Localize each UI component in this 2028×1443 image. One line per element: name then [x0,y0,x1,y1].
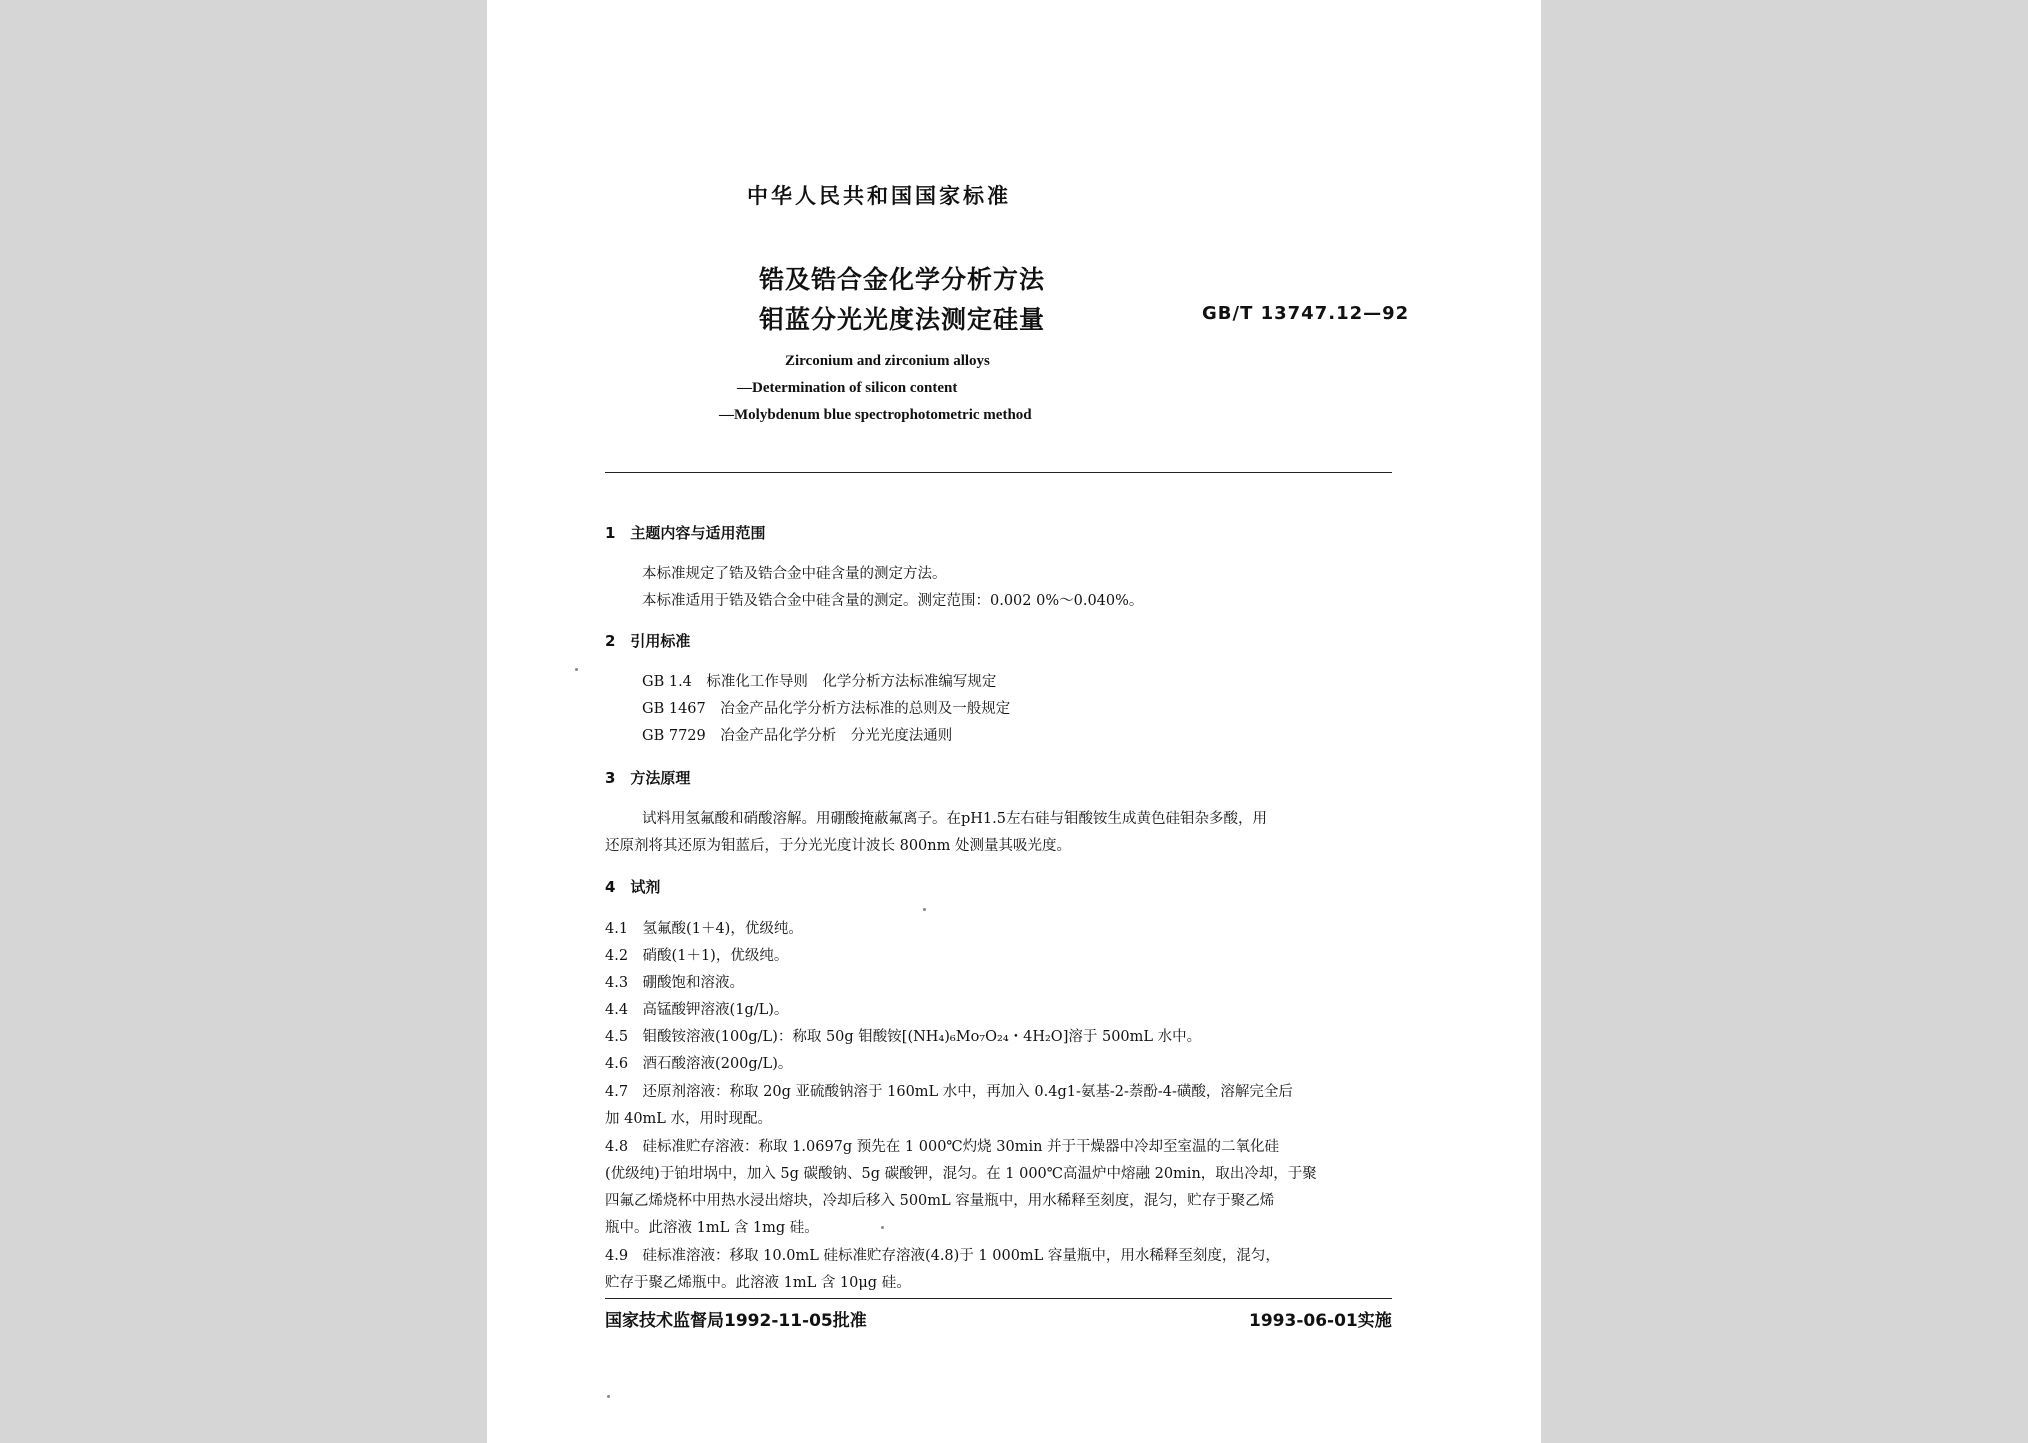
section-4-heading: 4 试剂 [605,878,661,896]
reagent-4-3: 4.3 硼酸饱和溶液。 [605,975,745,991]
implementation-date: 1993-06-01实施 [1249,1311,1392,1331]
section-3-line-2: 还原剂将其还原为钼蓝后，于分光光度计波长 800nm 处测量其吸光度。 [605,838,1071,854]
reference-gb-1467: GB 1467 冶金产品化学分析方法标准的总则及一般规定 [642,701,1011,717]
reagent-4-8-line-1: 4.8 硅标准贮存溶液：称取 1.0697g 预先在 1 000℃灼烧 30min 并于干燥器中冷却至室温的二氧化硅 [605,1139,1280,1155]
title-cn-line2: 钼蓝分光光度法测定硅量 [759,305,1046,334]
reagent-4-6: 4.6 酒石酸溶液(200g/L)。 [605,1056,793,1072]
reference-gb-1-4: GB 1.4 标准化工作导则 化学分析方法标准编写规定 [642,674,997,690]
reagent-4-9-line-1: 4.9 硅标准溶液：移取 10.0mL 硅标准贮存溶液(4.8)于 1 000mL 容量瓶中，用水稀释至刻度，混匀， [605,1248,1280,1264]
reagent-4-2: 4.2 硝酸(1＋1)，优级纯。 [605,948,789,964]
section-3-heading: 3 方法原理 [605,769,691,787]
footer-divider [605,1298,1392,1299]
scan-speck [923,908,926,911]
header-divider [605,472,1392,473]
reagent-4-8-line-4: 瓶中。此溶液 1mL 含 1mg 硅。 [605,1220,819,1236]
title-en-line1: Zirconium and zirconium alloys [785,353,990,369]
section-1-para-2: 本标准适用于锆及锆合金中硅含量的测定。测定范围：0.002 0%～0.040%。 [642,593,1144,609]
section-1-para-1: 本标准规定了锆及锆合金中硅含量的测定方法。 [642,566,947,582]
scan-speck [881,1226,884,1229]
standard-number: GB/T 13747.12—92 [1202,303,1410,324]
reference-gb-7729: GB 7729 冶金产品化学分析 分光光度法通则 [642,728,953,744]
reagent-4-9-line-2: 贮存于聚乙烯瓶中。此溶液 1mL 含 10μg 硅。 [605,1275,911,1291]
title-en-line3: —Molybdenum blue spectrophotometric method [719,407,1032,423]
reagent-4-4: 4.4 高锰酸钾溶液(1g/L)。 [605,1002,789,1018]
title-en-line2: —Determination of silicon content [737,380,958,396]
reagent-4-7-line-1: 4.7 还原剂溶液：称取 20g 亚硫酸钠溶于 160mL 水中，再加入 0.4g1-氨基-2-萘酚-4-磺酸，溶解完全后 [605,1084,1293,1100]
reagent-4-1: 4.1 氢氟酸(1＋4)，优级纯。 [605,921,803,937]
reagent-4-5: 4.5 钼酸铵溶液(100g/L)：称取 50g 钼酸铵[(NH₄)₆Mo₇O₂₄・4H₂O]溶于 500mL 水中。 [605,1029,1202,1045]
section-3-line-1: 试料用氢氟酸和硝酸溶解。用硼酸掩蔽氟离子。在pH1.5左右硅与钼酸铵生成黄色硅钼杂多酸，用 [642,811,1267,827]
scan-speck [575,668,578,671]
issuing-authority: 中华人民共和国国家标准 [747,184,1011,208]
reagent-4-7-line-2: 加 40mL 水，用时现配。 [605,1111,773,1127]
document-page [487,0,1541,1443]
reagent-4-8-line-3: 四氟乙烯烧杯中用热水浸出熔块，冷却后移入 500mL 容量瓶中，用水稀释至刻度，混匀，贮存于聚乙烯 [605,1193,1275,1209]
title-cn-line1: 锆及锆合金化学分析方法 [759,265,1046,294]
section-1-heading: 1 主题内容与适用范围 [605,524,766,542]
section-2-heading: 2 引用标准 [605,632,691,650]
reagent-4-8-line-2: (优级纯)于铂坩埚中，加入 5g 碳酸钠、5g 碳酸钾，混匀。在 1 000℃高温炉中熔融 20min，取出冷却，于聚 [605,1166,1317,1182]
approval-date: 国家技术监督局1992-11-05批准 [605,1311,867,1331]
scan-speck [607,1395,610,1398]
